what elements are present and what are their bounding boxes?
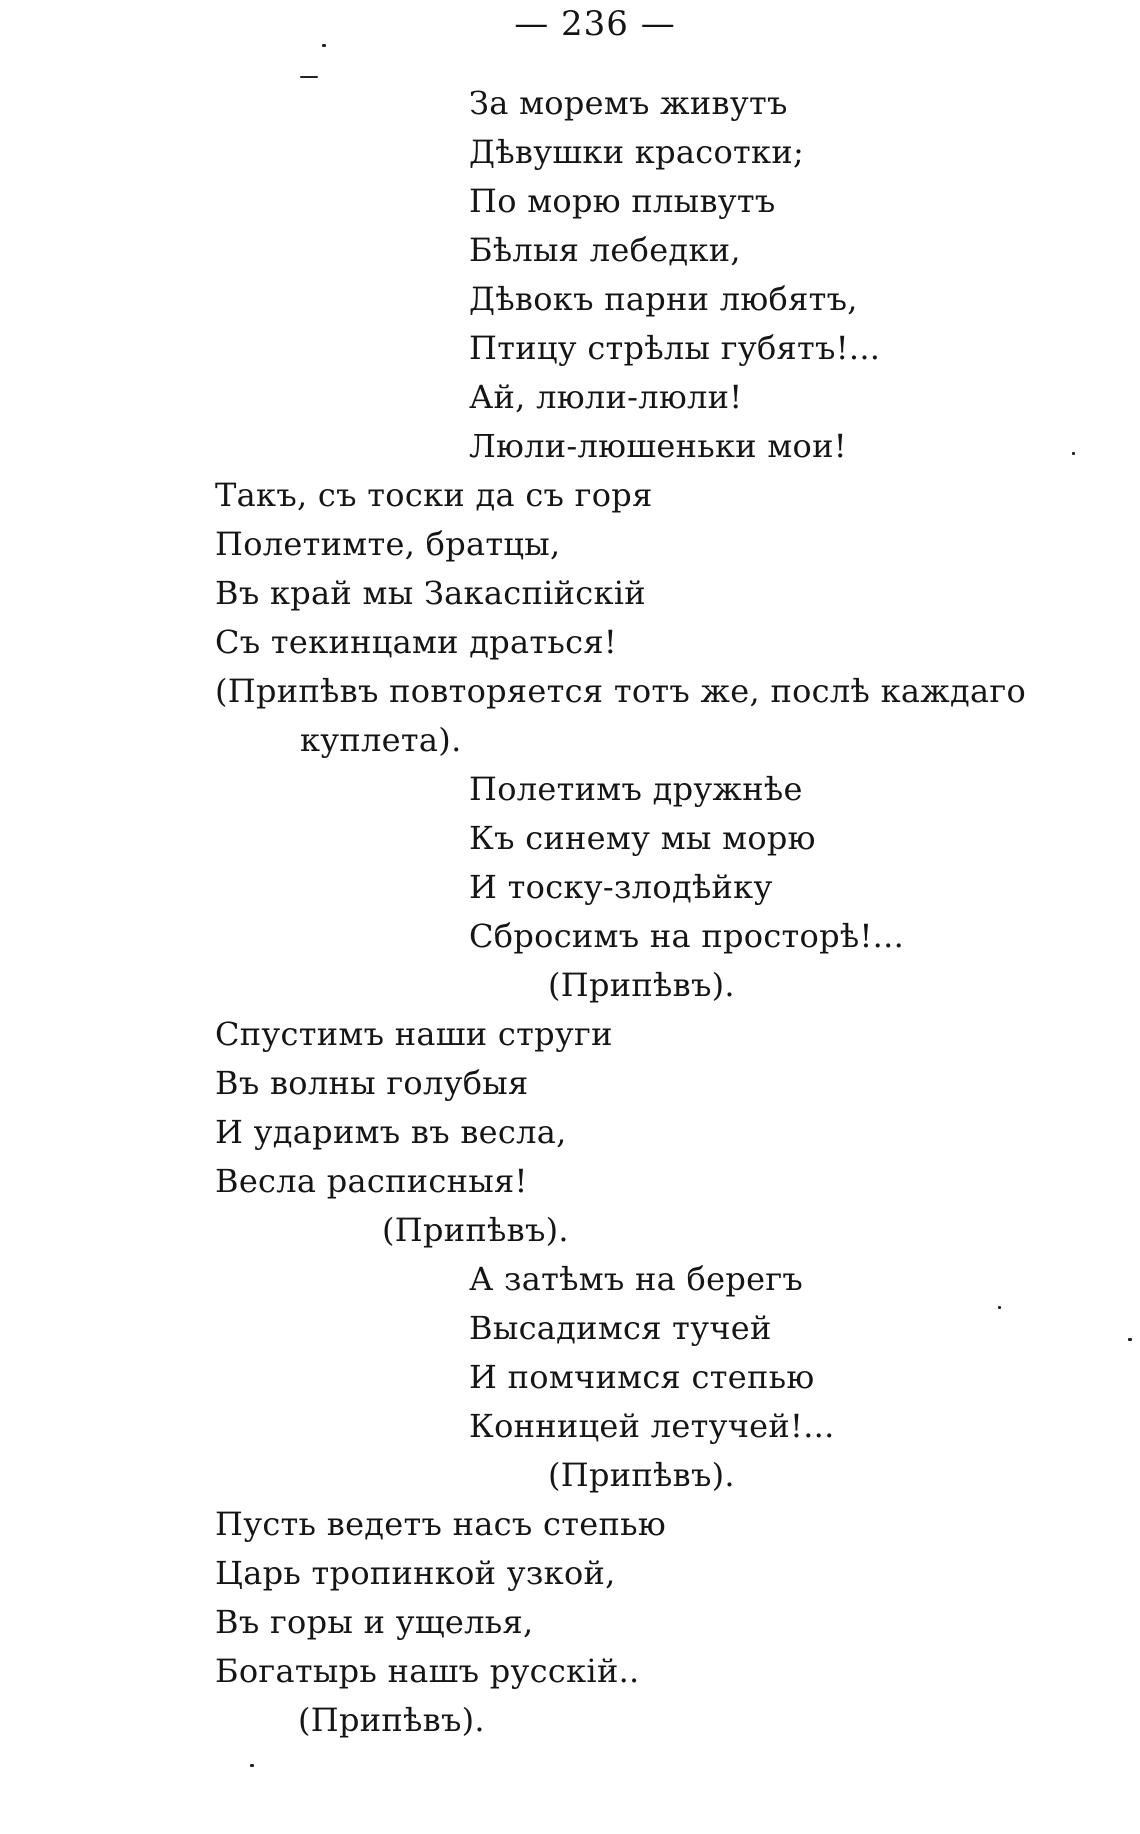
poem-line: А затѣмъ на берегъ [469,1260,804,1298]
poem-line: Съ текинцами драться! [215,623,618,661]
scan-speck [322,44,326,47]
poem-line: Пусть ведетъ насъ степью [215,1505,667,1543]
poem-line: Въ горы и ущелья, [215,1603,534,1641]
poem-line: Царь тропинкой узкой, [215,1554,616,1592]
poem-line: Люли-люшеньки мои! [469,427,847,465]
poem-line: Полетимъ дружнѣе [469,770,803,808]
poem-line: Въ край мы Закаспійскій [215,574,646,612]
scan-speck [300,76,318,78]
poem-line: И тоску-злодѣйку [469,868,773,906]
poem-line: Къ синему мы морю [469,819,816,857]
poem-text [0,85,1140,1785]
poem-line: Въ волны голубыя [215,1064,529,1102]
refrain-label: (Припѣвъ). [548,966,735,1004]
refrain-note: (Припѣвъ повторяется тотъ же, послѣ каждаго [215,672,1027,710]
poem-line: Ай, люли-люли! [469,378,743,416]
refrain-note: куплета). [300,721,462,759]
poem-line: За моремъ живутъ [469,84,788,122]
poem-line: Птицу стрѣлы губятъ!... [469,329,881,367]
poem-line: Конницей летучей!... [469,1407,835,1445]
poem-line: Такъ, съ тоски да съ горя [215,476,653,514]
poem-line: И ударимъ въ весла, [215,1113,567,1151]
page-number: — 236 — [514,4,676,44]
poem-line: Богатырь нашъ русскій.. [215,1652,640,1690]
poem-line: Весла расписныя! [215,1162,528,1200]
poem-line: Дѣвушки красотки; [469,133,805,171]
poem-line: И помчимся степью [469,1358,815,1396]
poem-line: По морю плывутъ [469,182,776,220]
poem-line: Спустимъ наши струги [215,1015,613,1053]
refrain-label: (Припѣвъ). [382,1211,569,1249]
refrain-label: (Припѣвъ). [298,1701,485,1739]
poem-line: Полетимте, братцы, [215,525,561,563]
poem-line: Сбросимъ на просторѣ!... [469,917,905,955]
poem-line: Дѣвокъ парни любятъ, [469,280,858,318]
poem-line: Высадимся тучей [469,1309,772,1347]
poem-line: Бѣлыя лебедки, [469,231,741,269]
refrain-label: (Припѣвъ). [548,1456,735,1494]
